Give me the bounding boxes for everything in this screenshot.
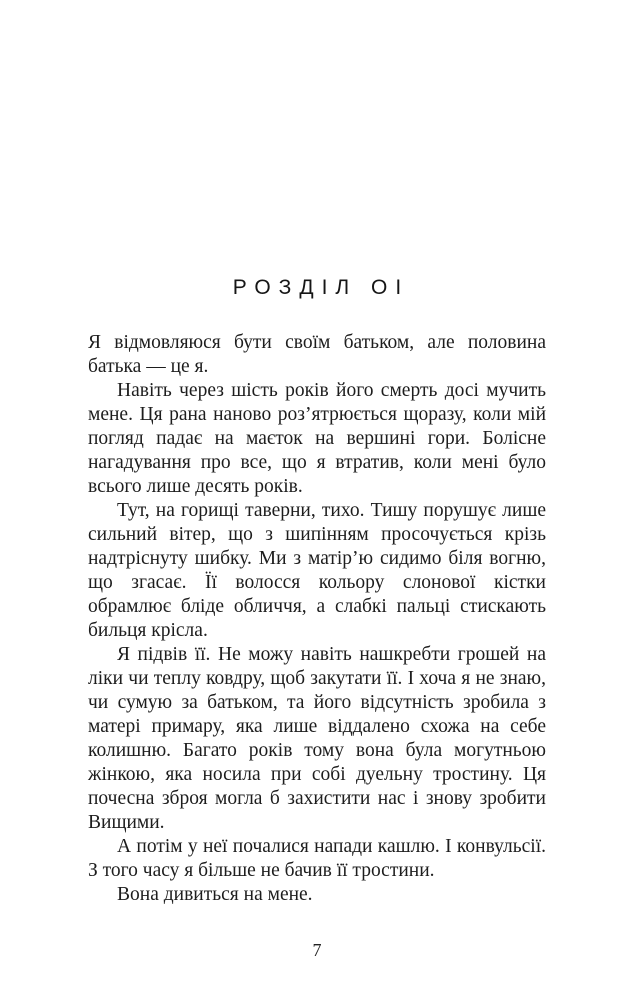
body-text bbox=[88, 331, 546, 907]
paragraph: Навіть через шість років його смерть досі мучить мене. Ця рана наново роз’ятрюється щоразу, коли мій погляд падає на маєток на вершині гори. Болісне нагадування про все, що я втратив, коли мені було всього лише десять років. bbox=[88, 380, 546, 497]
chapter-heading: РОЗДІЛ ОІ bbox=[232, 276, 410, 299]
paragraph: Я підвів її. Не можу навіть нашкребти грошей на ліки чи теплу ковдру, щоб закутати її. І хоча я не знаю, чи сумую за батьком, та його відсутність зробила з матері примару, яка лише віддалено схожа на себе колишню. Багато років тому вона була могутньою жінкою, яка носила при собі дуельну тростину. Ця почесна зброя могла б захистити нас і знову зробити Вищими. bbox=[88, 644, 546, 833]
paragraph: Я відмовляюся бути своїм батьком, але половина батька — це я. bbox=[88, 332, 546, 377]
page-number: 7 bbox=[312, 940, 322, 960]
paragraph: Тут, на горищі таверни, тихо. Тишу порушує лише сильний вітер, що з шипінням просочується крізь надтріснуту шибку. Ми з матір’ю сидимо біля вогню, що згасає. Її волосся кольору слонової кістки обрамлює бліде обличчя, а слабкі пальці стискають бильця крісла. bbox=[88, 500, 546, 641]
paragraph: А потім у неї почалися напади кашлю. І конвульсії. З того часу я більше не бачив її тростини. bbox=[88, 836, 546, 881]
paragraph: Вона дивиться на мене. bbox=[117, 884, 313, 905]
